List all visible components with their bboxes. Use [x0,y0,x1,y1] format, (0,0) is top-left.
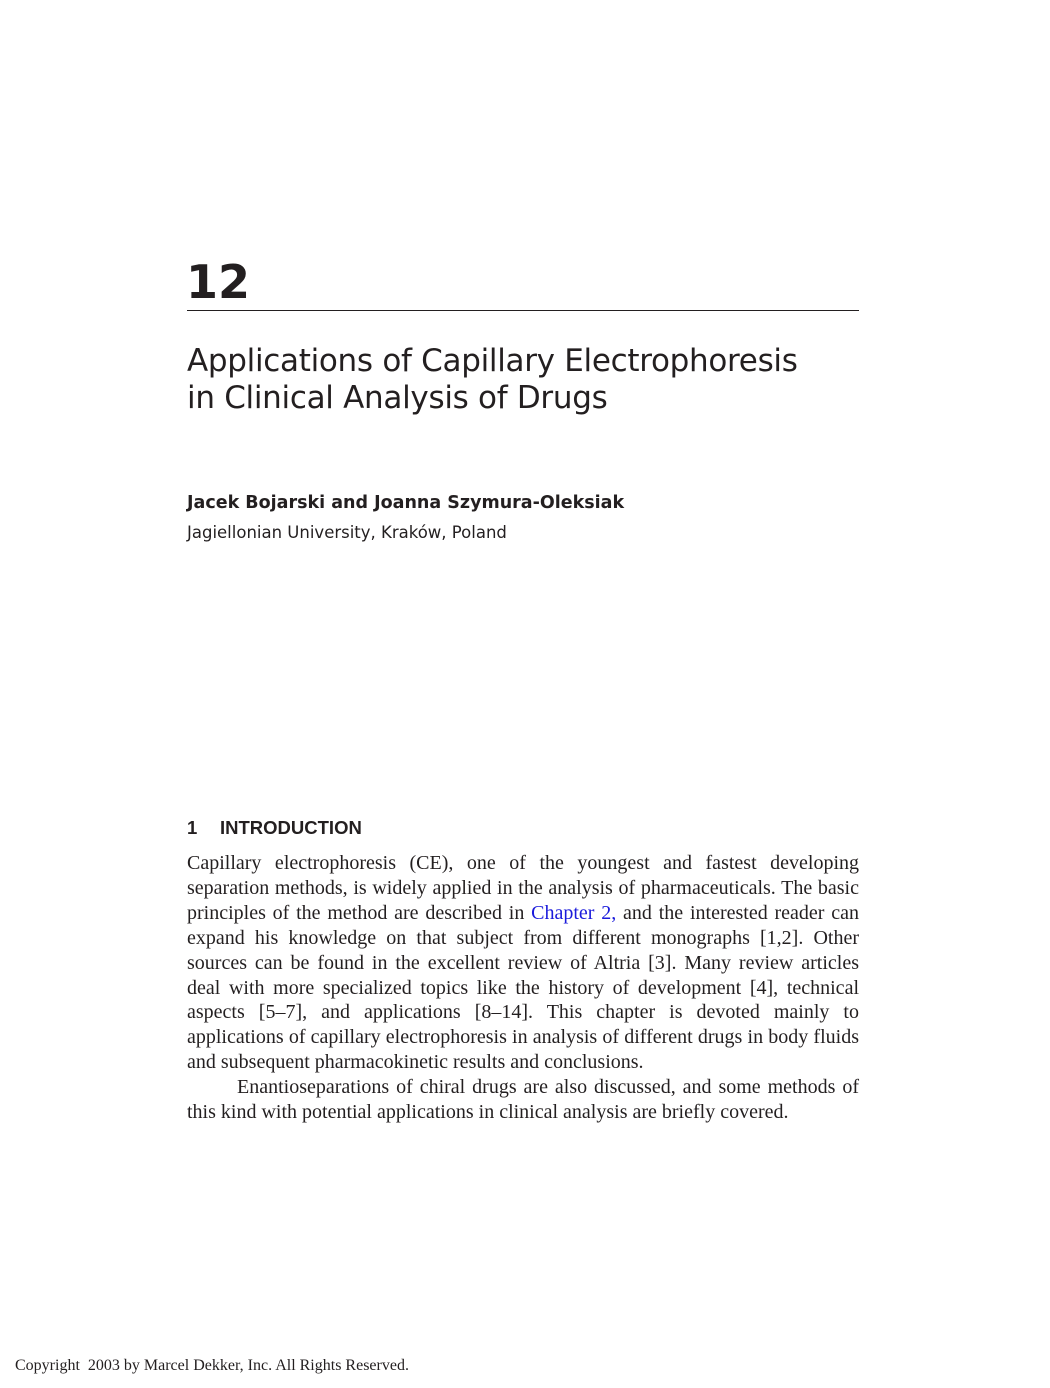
chapter-2-link[interactable]: Chapter 2, [531,901,617,924]
chapter-title-line-2: in Clinical Analysis of Drugs [187,380,608,416]
section-title: INTRODUCTION [220,817,362,838]
paragraph-1-text-a: Capillary electrophoresis (CE), one of the youngest and fastest developing separation methods, is widely applied in the analysis of pharmaceuticals. The basic principles of the method are described in [187,852,859,924]
section-number: 1 [187,817,198,838]
body-text [187,851,859,1125]
chapter-divider [187,310,859,311]
authors: Jacek Bojarski and Joanna Szymura-Oleksiak [187,493,625,513]
chapter-title-line-1: Applications of Capillary Electrophoresis [187,343,798,379]
paragraph-1 [187,851,859,1075]
copyright-notice: Copyright 2003 by Marcel Dekker, Inc. All Rights Reserved. [15,1357,409,1374]
chapter-title [187,343,859,417]
paragraph-2: Enantioseparations of chiral drugs are also discussed, and some methods of this kind with potential applications in clinical analysis are briefly covered. [187,1076,859,1124]
affiliation: Jagiellonian University, Kraków, Poland [187,523,507,542]
paragraph-1-text-b: and the interested reader can expand his knowledge on that subject from different monographs [1,2]. Other sources can be found in the excellent review of Altria [3]. Many review articles deal with more specialized topics like the history of development [4], technical aspects [5–7], and applications [8–14]. This chapter is devoted mainly to applications of capillary electrophoresis in analysis of different drugs in body fluids and subsequent pharmacokinetic results and conclusions. [187,901,859,1074]
section-heading [187,816,362,840]
chapter-number: 12 [186,255,251,309]
